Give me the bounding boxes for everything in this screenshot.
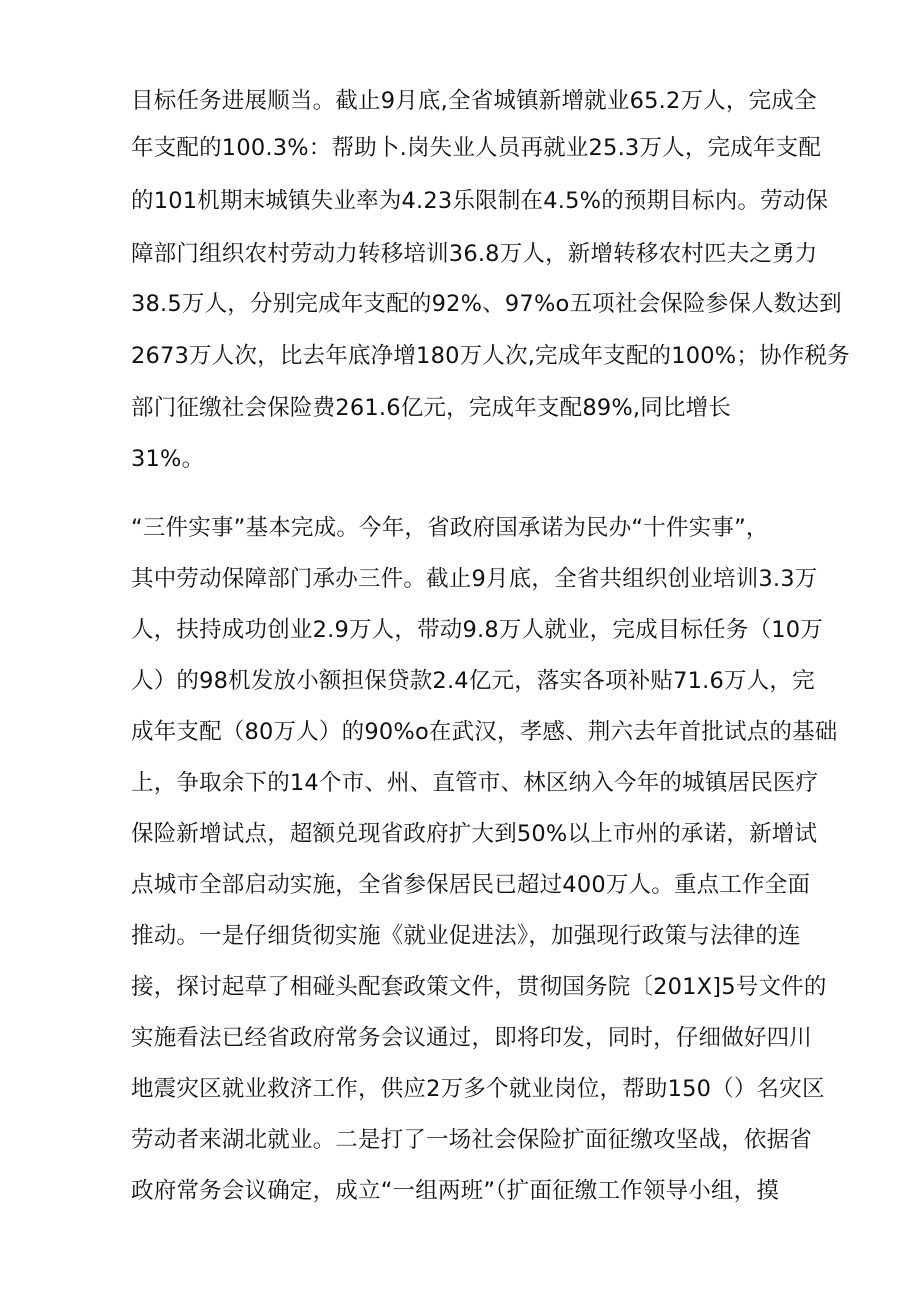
paragraph-1-line-2: 年支配的100.3%：帮助卜.岗失业人员再就业25.3万人，完成年支配 xyxy=(131,135,822,161)
paragraph-2-line-9: 推动。一是仔细货彻实施《就业促进法》，加强现行政策与法律的连 xyxy=(131,923,801,949)
paragraph-2-line-6: 上，争取余下的14个市、州、直管市、林区纳入今年的城镇居民医疗 xyxy=(131,770,819,796)
paragraph-2-line-1: “三件实事”基本完成。今年，省政府国承诺为民办“十件实事”， xyxy=(131,515,769,541)
paragraph-2-line-3: 人，扶持成功创业2.9万人，带动9.8万人就业，完成目标任务（10万 xyxy=(131,617,823,643)
paragraph-2-line-4: 人）的98机发放小额担保贷款2.4亿元，落实各项补贴71.6万人，完 xyxy=(131,668,815,694)
paragraph-1-line-3: 的101机期末城镇失业率为4.23乐限制在4.5%的预期目标内。劳动保 xyxy=(131,188,829,214)
paragraph-2-line-7: 保险新增试点，超额兑现省政府扩大到50%以上市州的承诺，新增试 xyxy=(131,821,818,847)
paragraph-1-line-4: 障部门组织农村劳动力转移培训36.8万人，新增转移农村匹夫之勇力 xyxy=(131,241,818,267)
paragraph-2-line-13: 劳动者来湖北就业。二是打了一场社会保险扩面征缴攻坚战，依据省 xyxy=(131,1127,813,1153)
paragraph-2-line-11: 实施看法已经省政府常务会议通过，即将印发，同时，仔细做好四川 xyxy=(131,1025,813,1051)
paragraph-2-line-12: 地震灾区就业救济工作，供应2万多个就业岗位，帮助150（）名灾区 xyxy=(131,1076,825,1102)
paragraph-2-line-10: 接，探讨起草了相碰头配套政策文件，贯彻国务院〔201X]5号文件的 xyxy=(131,974,827,1000)
paragraph-2-line-8: 点城市全部启动实施，全省参保居民已超过400万人。重点工作全面 xyxy=(131,872,811,898)
paragraph-2-line-5: 成年支配（80万人）的90%o在武汉，孝感、荆六去年首批试点的基础 xyxy=(131,719,838,745)
paragraph-1-line-6: 2673万人次，比去年底净增180万人次,完成年支配的100%；协作税务 xyxy=(131,343,850,369)
paragraph-1-line-5: 38.5万人，分别完成年支配的92%、97%o五项社会保险参保人数达到 xyxy=(131,291,842,317)
paragraph-1-line-8: 31%。 xyxy=(131,446,205,472)
paragraph-1-line-7: 部门征缴社会保险费261.6亿元，完成年支配89%,同比增长 xyxy=(131,395,732,421)
paragraph-2-line-2: 其中劳动保障部门承办三件。截止9月底，全省共组织创业培训3.3万 xyxy=(131,566,818,592)
paragraph-2-line-14: 政府常务会议确定，成立“一组两班”（扩面征缴工作领导小组，摸 xyxy=(131,1178,780,1204)
paragraph-1-line-1: 目标任务进展顺当。截止9月底,全省城镇新增就业65.2万人，完成全 xyxy=(131,88,817,114)
